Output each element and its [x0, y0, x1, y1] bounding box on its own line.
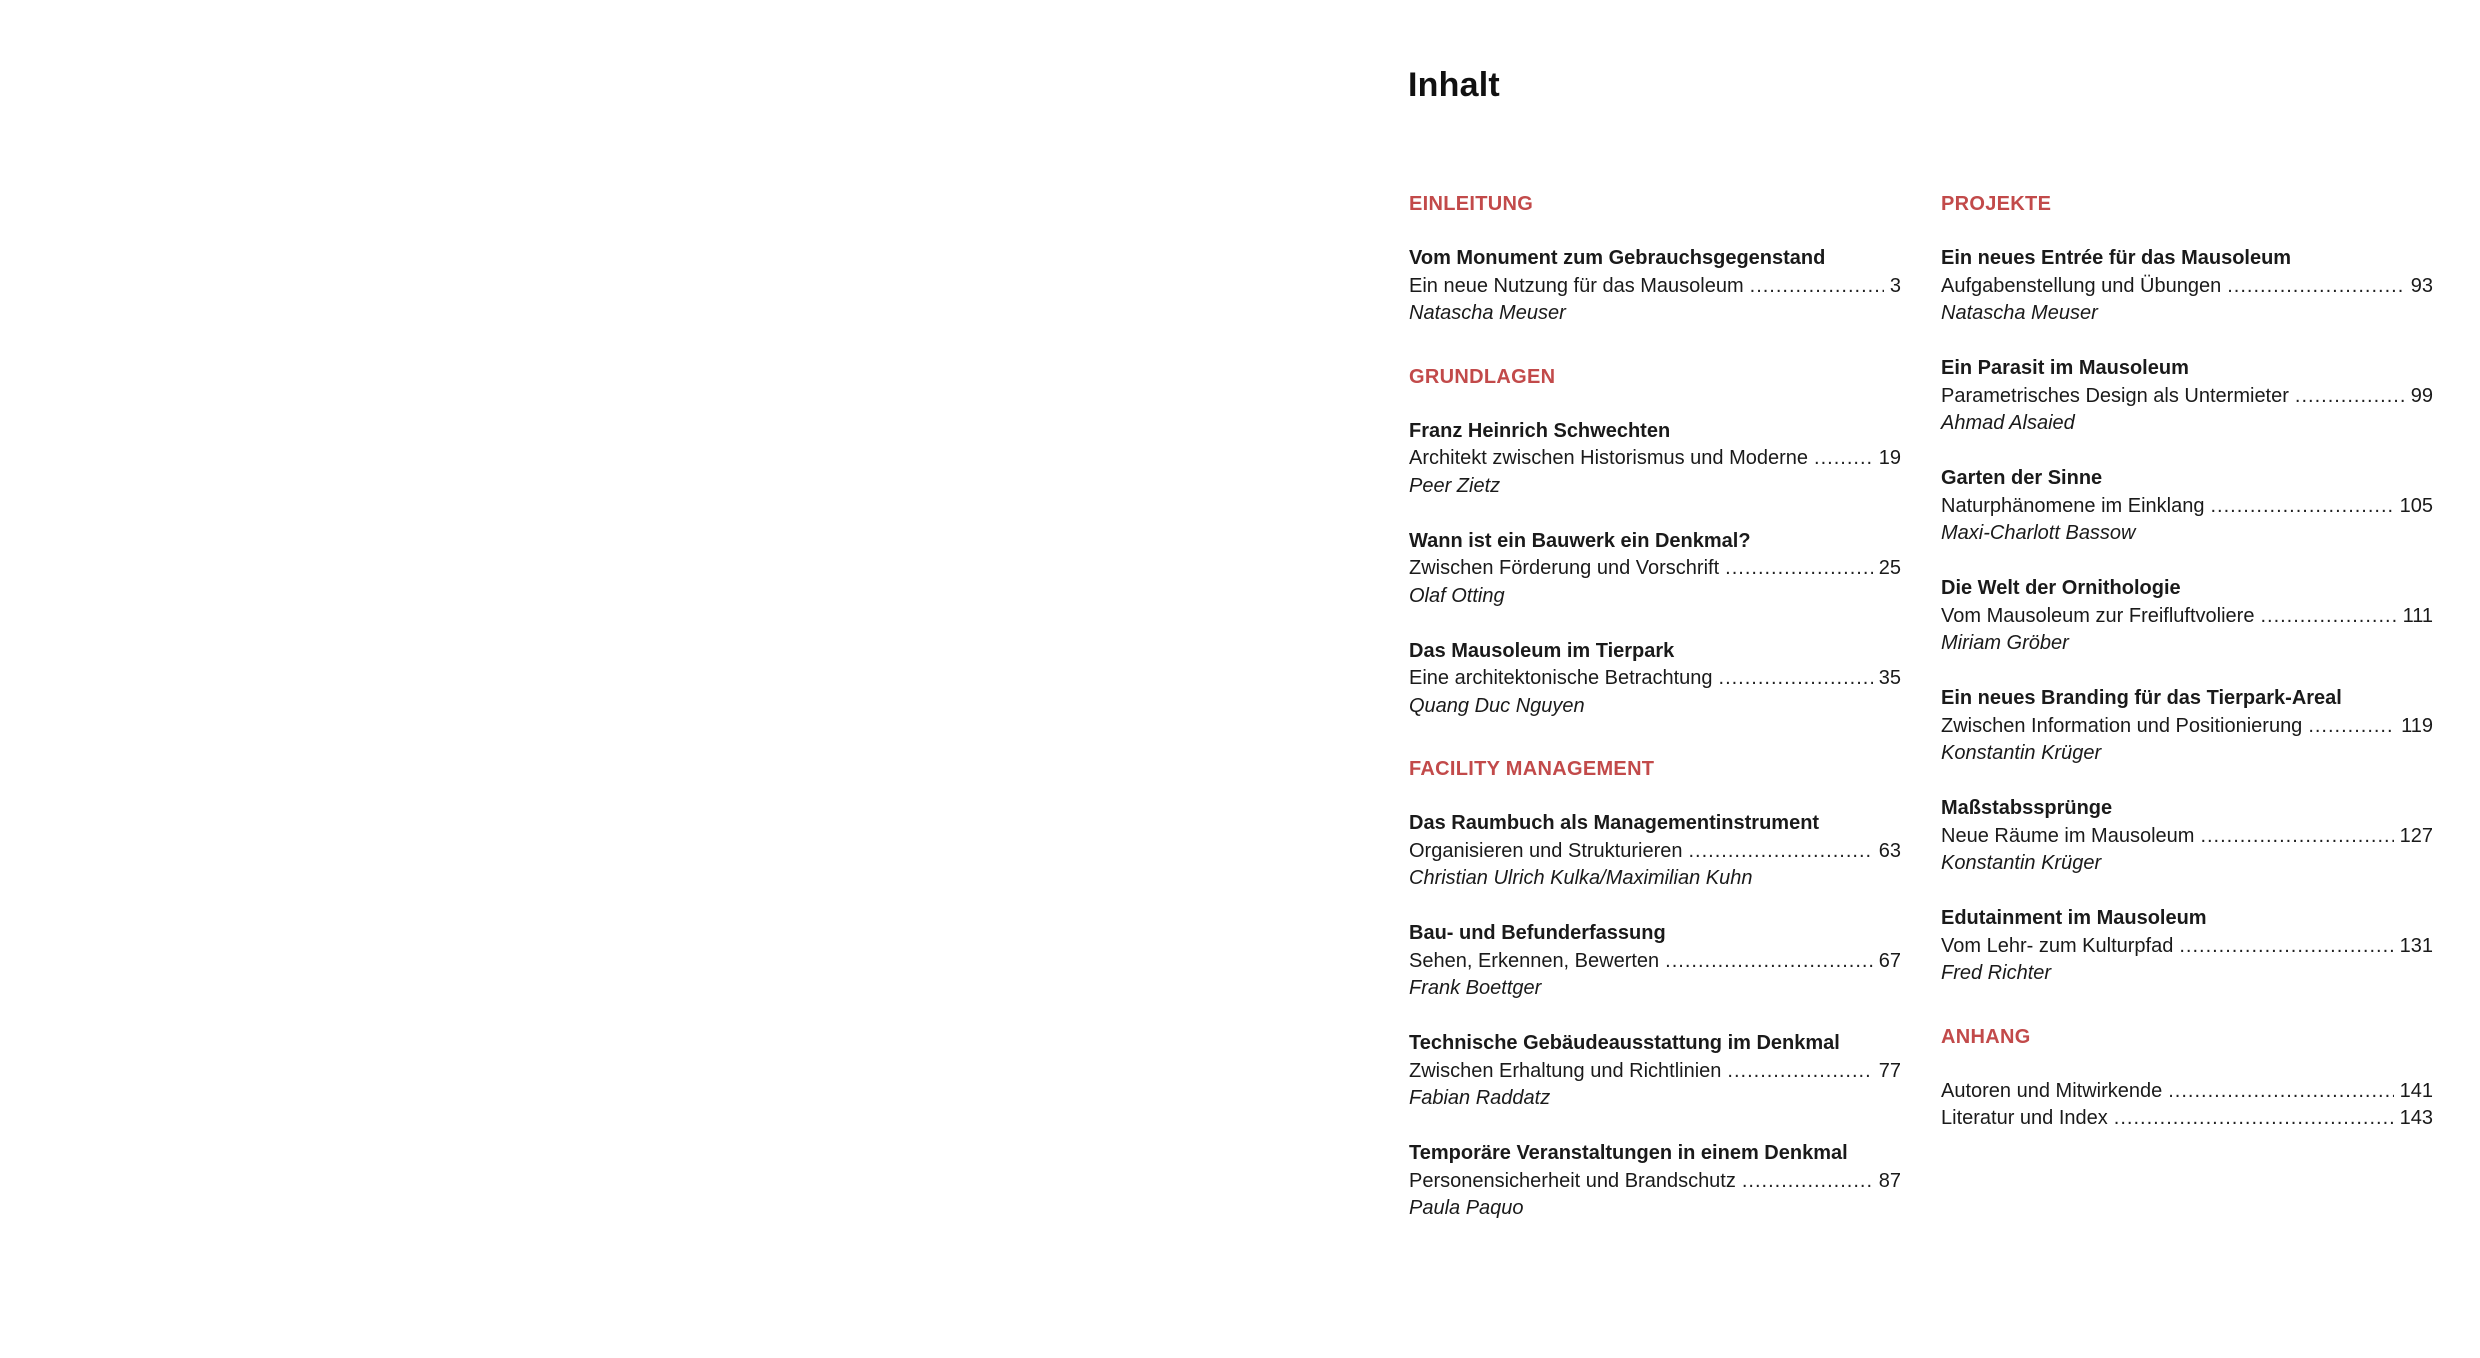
entry-subtitle-line — [1409, 445, 1901, 473]
toc-entry[interactable] — [1409, 245, 1901, 328]
page-number: 99 — [2410, 384, 2433, 407]
dot-leader — [2200, 823, 2393, 851]
entry-gap — [1941, 768, 2433, 796]
section-gap — [1941, 988, 2433, 1023]
page-number: 63 — [1878, 839, 1901, 862]
entry-subtitle-line — [1941, 493, 2433, 521]
entry-gap — [1941, 658, 2433, 686]
toc-line[interactable] — [1941, 1078, 2433, 1106]
section-heading: ANHANG — [1941, 1025, 2031, 1048]
toc-entry[interactable] — [1941, 465, 2433, 548]
entry-author: Maxi-Charlott Bassow — [1941, 522, 2136, 544]
toc-left-column — [1409, 190, 1901, 1223]
entry-title: Wann ist ein Bauwerk ein Denkmal? — [1409, 529, 1751, 552]
entry-subtitle-line — [1941, 273, 2433, 301]
toc-entry[interactable] — [1409, 810, 1901, 893]
section-heading: GRUNDLAGEN — [1409, 365, 1556, 388]
entry-subtitle-line — [1409, 838, 1901, 866]
entry-subtitle: Neue Räume im Mausoleum — [1941, 824, 2195, 847]
heading-gap — [1941, 1051, 2433, 1078]
entry-author: Konstantin Krüger — [1941, 742, 2102, 764]
entry-subtitle-line — [1941, 823, 2433, 851]
entry-subtitle: Zwischen Förderung und Vorschrift — [1409, 557, 1720, 579]
page-number: 93 — [2410, 274, 2433, 297]
entry-gap — [1941, 548, 2433, 576]
entry-subtitle: Organisieren und Strukturieren — [1409, 839, 1683, 862]
toc-entry[interactable] — [1941, 575, 2433, 658]
heading-gap — [1941, 218, 2433, 245]
entry-subtitle: Personensicherheit und Brandschutz — [1409, 1169, 1736, 1192]
toc-entry[interactable] — [1409, 418, 1901, 501]
entry-title: Bau- und Befunderfassung — [1409, 922, 1666, 944]
page-number: 127 — [2399, 824, 2433, 847]
toc-entry[interactable] — [1409, 528, 1901, 611]
page-number: 143 — [2399, 1107, 2433, 1129]
entry-gap — [1941, 328, 2433, 356]
entry-gap — [1409, 893, 1901, 921]
entry-subtitle: Autoren und Mitwirkende — [1941, 1079, 2163, 1102]
entry-gap — [1409, 1113, 1901, 1141]
entry-author: Peer Zietz — [1409, 474, 1501, 497]
entry-gap — [1941, 878, 2433, 906]
entry-subtitle: Aufgabenstellung und Übungen — [1941, 274, 2222, 297]
entry-author: Fabian Raddatz — [1409, 1087, 1551, 1109]
entry-author: Paula Paquo — [1409, 1197, 1524, 1219]
entry-title: Maßstabssprünge — [1941, 797, 2113, 819]
entry-gap — [1409, 610, 1901, 638]
entry-subtitle: Parametrisches Design als Untermieter — [1941, 384, 2289, 407]
dot-leader — [2168, 1078, 2393, 1106]
heading-gap — [1409, 218, 1901, 245]
dot-leader — [2295, 383, 2405, 411]
entry-subtitle: Zwischen Information und Positionierung — [1941, 714, 2303, 737]
dot-leader — [1727, 1058, 1872, 1086]
toc-entry[interactable] — [1941, 355, 2433, 438]
entry-author: Frank Boettger — [1409, 977, 1542, 999]
entry-subtitle: Architekt zwischen Historismus und Moderne — [1409, 447, 1809, 469]
dot-leader — [2260, 603, 2396, 631]
entry-subtitle: Eine architektonische Betrachtung — [1409, 667, 1713, 689]
heading-gap — [1409, 783, 1901, 810]
entry-author: Natascha Meuser — [1409, 302, 1566, 324]
dot-leader — [2114, 1105, 2394, 1133]
entry-subtitle-line — [1409, 948, 1901, 976]
entry-subtitle: Naturphänomene im Einklang — [1941, 494, 2205, 517]
page-number: 87 — [1878, 1169, 1901, 1192]
entry-subtitle-line — [1941, 713, 2433, 741]
entry-subtitle-line — [1409, 1168, 1901, 1196]
entry-title: Ein neues Entrée für das Mausoleum — [1941, 247, 2292, 269]
entry-title: Das Raumbuch als Managementinstrument — [1409, 812, 1820, 834]
page-number: 77 — [1878, 1059, 1901, 1082]
entry-gap — [1409, 500, 1901, 528]
dot-leader — [1719, 665, 1873, 693]
dot-leader — [2227, 273, 2405, 301]
entry-author: Miriam Gröber — [1941, 632, 2069, 654]
page-title: Inhalt — [1408, 66, 1500, 104]
page-number: 131 — [2399, 934, 2433, 957]
page-number: 105 — [2399, 494, 2433, 517]
entry-author: Konstantin Krüger — [1941, 852, 2102, 874]
entry-title: Technische Gebäudeausstattung im Denkmal — [1409, 1032, 1840, 1054]
toc-entry[interactable] — [1409, 638, 1901, 721]
page-number: 119 — [2401, 714, 2433, 737]
page-number: 19 — [1878, 447, 1901, 469]
entry-subtitle: Vom Lehr- zum Kulturpfad — [1941, 934, 2174, 957]
entry-gap — [1941, 438, 2433, 466]
entry-subtitle-line — [1409, 1058, 1901, 1086]
entry-title: Ein neues Branding für das Tierpark-Areal — [1941, 687, 2342, 709]
entry-author: Christian Ulrich Kulka/Maximilian Kuhn — [1409, 867, 1753, 889]
toc-entry[interactable] — [1941, 905, 2433, 988]
entry-author: Olaf Otting — [1409, 584, 1505, 607]
entry-title: Franz Heinrich Schwechten — [1409, 419, 1671, 442]
entry-subtitle: Sehen, Erkennen, Bewerten — [1409, 949, 1660, 972]
dot-leader — [2179, 933, 2393, 961]
entry-subtitle-line — [1941, 933, 2433, 961]
page-number: 3 — [1889, 274, 1901, 297]
dot-leader — [2211, 493, 2394, 521]
entry-gap — [1409, 1003, 1901, 1031]
dot-leader — [1725, 555, 1873, 583]
toc-entry[interactable] — [1941, 795, 2433, 878]
entry-title: Die Welt der Ornithologie — [1941, 577, 2181, 599]
dot-leader — [1750, 273, 1884, 301]
entry-title: Garten der Sinne — [1941, 467, 2103, 489]
page-number: 67 — [1878, 949, 1901, 972]
dot-leader — [2308, 713, 2395, 741]
entry-subtitle-line — [1941, 603, 2433, 631]
entry-title: Ein Parasit im Mausoleum — [1941, 357, 2189, 379]
entry-title: Edutainment im Mausoleum — [1941, 907, 2207, 929]
entry-subtitle: Ein neue Nutzung für das Mausoleum — [1409, 274, 1744, 297]
entry-author: Natascha Meuser — [1941, 302, 2098, 324]
entry-subtitle-line — [1409, 665, 1901, 693]
dot-leader — [1665, 948, 1873, 976]
section-heading: PROJEKTE — [1941, 193, 2052, 215]
entry-subtitle: Zwischen Erhaltung und Richtlinien — [1409, 1059, 1722, 1082]
entry-title: Das Mausoleum im Tierpark — [1409, 639, 1675, 662]
entry-subtitle-line — [1409, 555, 1901, 583]
toc-entry[interactable] — [1409, 920, 1901, 1003]
entry-author: Quang Duc Nguyen — [1409, 694, 1585, 717]
toc-entry[interactable] — [1941, 685, 2433, 768]
entry-subtitle: Vom Mausoleum zur Freifluftvoliere — [1941, 604, 2255, 627]
section-gap — [1409, 328, 1901, 363]
dot-leader — [1742, 1168, 1873, 1196]
page-number: 35 — [1878, 667, 1901, 689]
toc-entry[interactable] — [1409, 1030, 1901, 1113]
page-number: 25 — [1878, 557, 1901, 579]
toc-right-column — [1941, 190, 2433, 1133]
toc-line[interactable] — [1941, 1105, 2433, 1133]
section-heading: EINLEITUNG — [1409, 193, 1534, 215]
entry-subtitle-line — [1941, 383, 2433, 411]
section-heading: FACILITY MANAGEMENT — [1409, 758, 1655, 780]
heading-gap — [1409, 391, 1901, 418]
page-number: 141 — [2399, 1079, 2433, 1102]
entry-title: Temporäre Veranstaltungen in einem Denkmal — [1409, 1142, 1848, 1164]
dot-leader — [1814, 445, 1873, 473]
section-gap — [1409, 720, 1901, 755]
entry-subtitle-line — [1409, 273, 1901, 301]
entry-subtitle: Literatur und Index — [1941, 1107, 2108, 1129]
entry-title: Vom Monument zum Gebrauchsgegenstand — [1409, 247, 1826, 269]
toc-entry[interactable] — [1409, 1140, 1901, 1223]
dot-leader — [1688, 838, 1872, 866]
entry-author: Fred Richter — [1941, 962, 2052, 984]
entry-author: Ahmad Alsaied — [1941, 412, 2075, 434]
page-number: 111 — [2402, 604, 2433, 627]
toc-entry[interactable] — [1941, 245, 2433, 328]
